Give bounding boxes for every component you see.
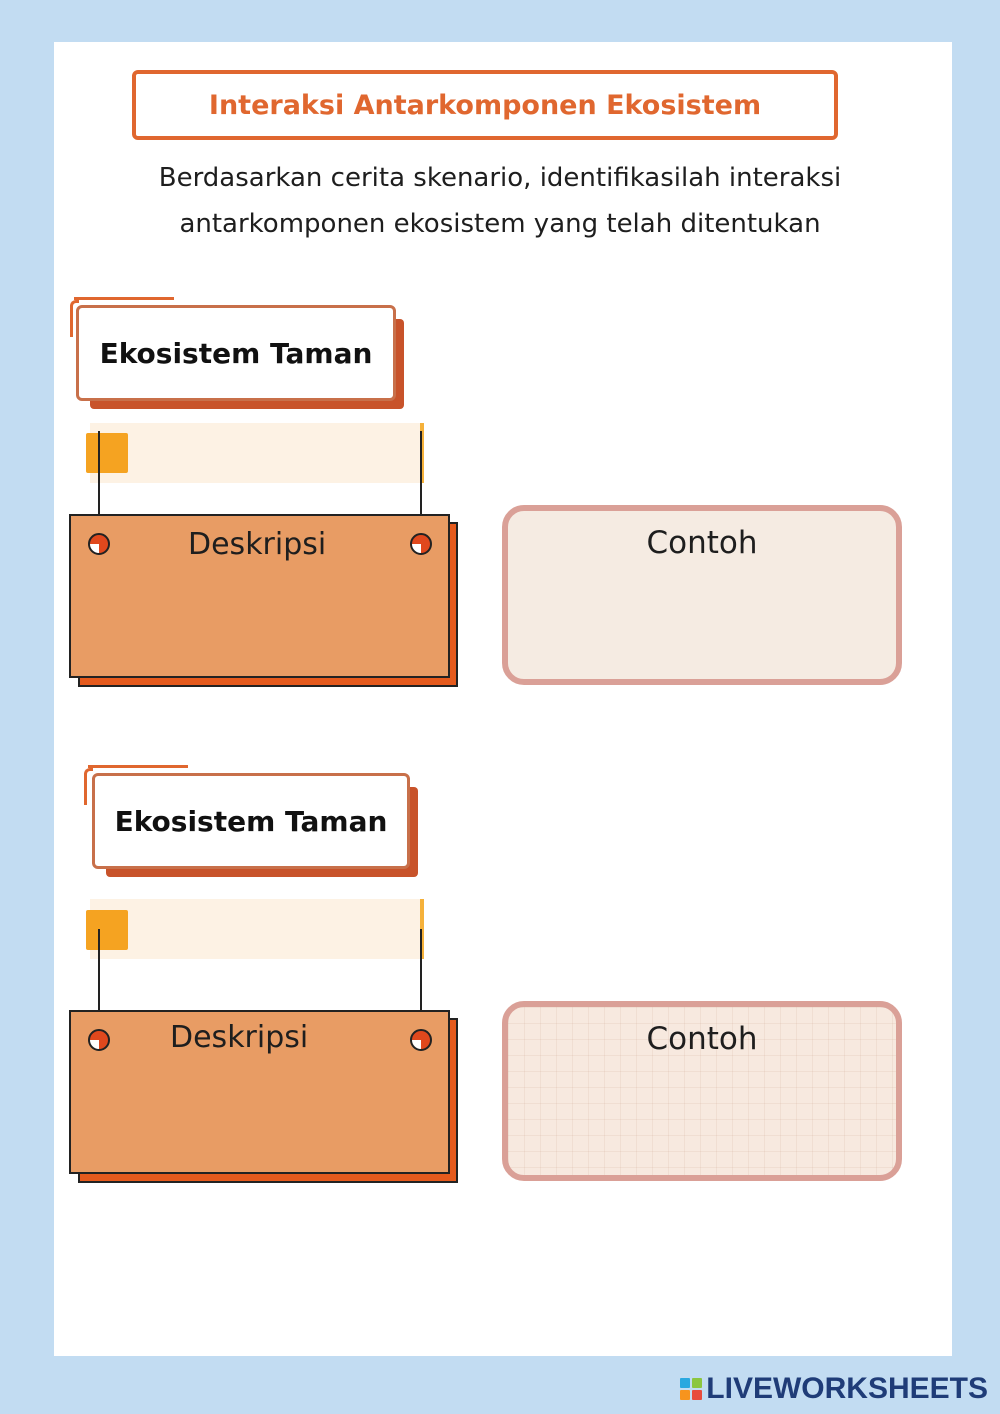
tag-decoration-line: [88, 765, 188, 768]
tag-decoration-line: [74, 297, 174, 300]
tape-square: [86, 910, 128, 950]
instructions: [80, 155, 920, 247]
section-ecosystem-1: [0, 297, 1000, 697]
pin-icon: [410, 533, 432, 555]
liveworksheets-logo-icon: [680, 1378, 702, 1400]
description-label: Deskripsi: [188, 527, 327, 562]
section-heading-text: Ekosistem Taman: [99, 336, 373, 370]
brand-text: LIVEWORKSHEETS: [706, 1372, 988, 1405]
section-ecosystem-2: [0, 765, 1000, 1165]
pin-icon: [410, 1029, 432, 1051]
section-heading: [92, 773, 410, 869]
example-label: Contoh: [646, 1021, 758, 1057]
instruction-line-1: Berdasarkan cerita skenario, identifikasilah interaksi: [158, 163, 842, 193]
section-heading-text: Ekosistem Taman: [114, 804, 388, 838]
tape-strip: [90, 423, 424, 483]
instruction-line-2: antarkomponen ekosistem yang telah ditentukan: [179, 209, 821, 239]
example-label: Contoh: [646, 525, 758, 561]
section-heading: [76, 305, 396, 401]
pin-icon: [88, 533, 110, 555]
tape-strip: [90, 899, 424, 959]
liveworksheets-brand[interactable]: [680, 1372, 988, 1406]
pin-icon: [88, 1029, 110, 1051]
tape-square: [86, 433, 128, 473]
worksheet-title: Interaksi Antarkomponen Ekosistem: [132, 70, 838, 140]
description-label: Deskripsi: [170, 1020, 309, 1055]
example-card[interactable]: [502, 1001, 902, 1181]
example-card[interactable]: [502, 505, 902, 685]
